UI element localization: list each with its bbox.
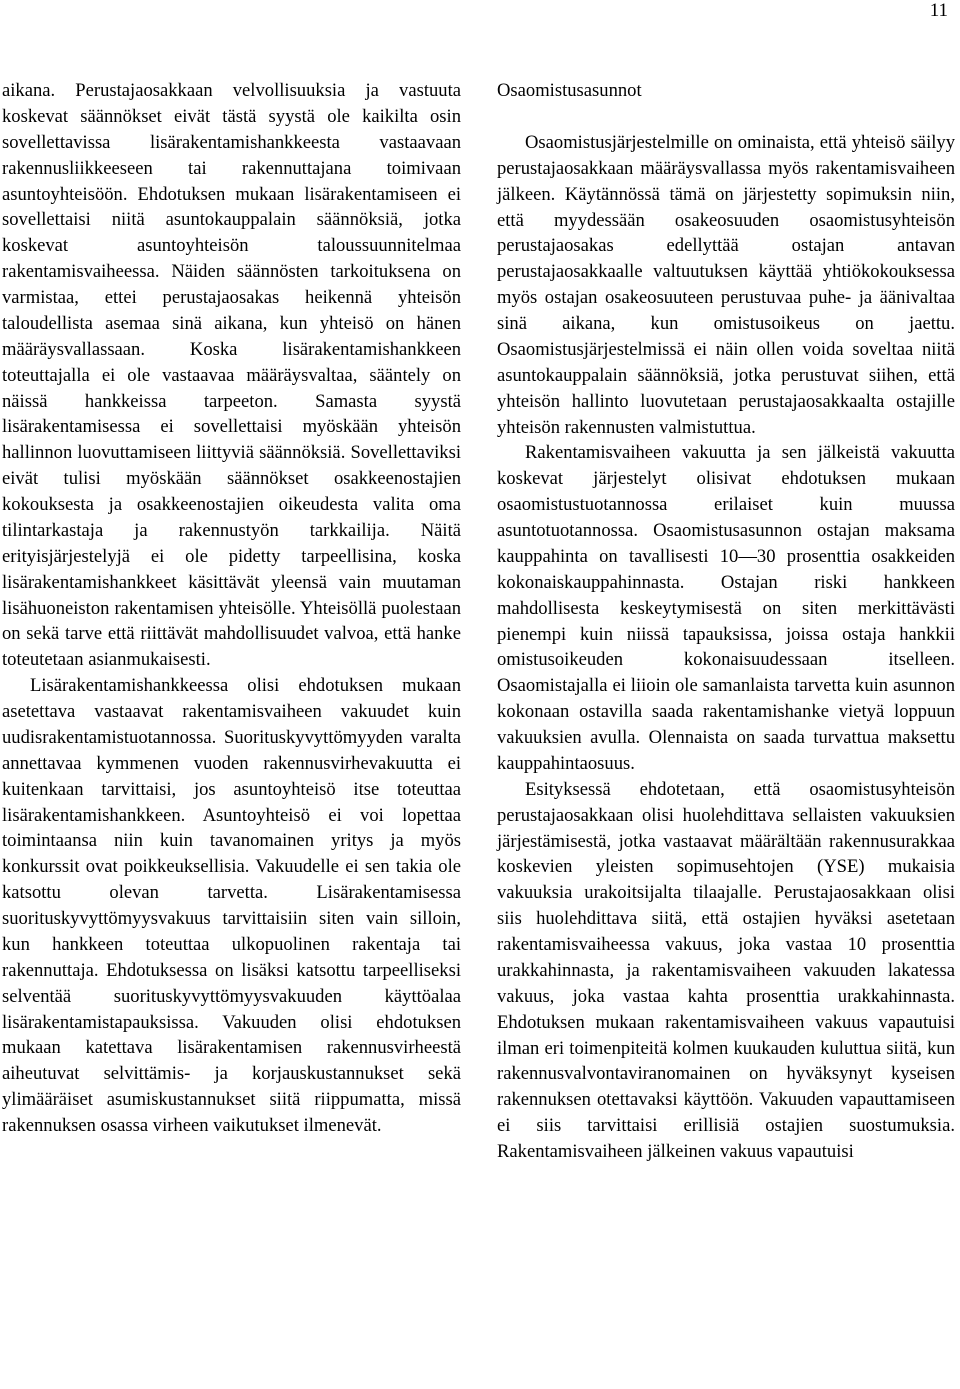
paragraph: Rakentamisvaiheen vakuutta ja sen jälkeistä vakuutta koskevat järjestelyt olisivat ehdotuksen mukaan osaomistustuotannossa erilaiset kuin muussa asuntotuotannossa. Osaomistusasunnon ostajan maksama kauppahinta on tavallisesti 10—30 prosenttia osakkeiden kokonaiskauppahinnasta. Ostajan riski hankkeen mahdollisesta keskeytymisestä on siten merkittävästi pienempi kuin niissä tapauksissa, joissa ostaja hankkii omistusoikeuden kokonaisuudessaan itselleen. Osaomistajalla ei liioin ole samanlaista tarvetta kuin asunnon kokonaan ostavilla saada rakentamishanke vietyä loppuun vakuuksien avulla. Olennaista on saada turvattua maksettu kauppahintaosuus. (497, 442, 955, 774)
paragraph: aikana. Perustajaosakkaan velvollisuuksia ja vastuuta koskevat säännökset eivät tästä syystä ole kaikilta osin sovellettavissa lisärakentamishankkeesta vastaavaan rakennusliikkeeseen tai rakennuttajana toimivaan asuntoyhteisöön. Ehdotuksen mukaan lisärakentamiseen ei sovellettaisi niitä asuntokauppalain säännöksiä, jotka koskevat asuntoyhteisön taloussuunnitelmaa rakentamisvaiheessa. Näiden säännösten tarkoituksena on varmistaa, ettei perustajaosakas heikennä yhteisön taloudellista asemaa sinä aikana, kun yhteisö on hänen määräysvallassaan. Koska lisärakentamishankkeen toteuttajalla ei ole vastaavaa määräysvaltaa, sääntely on näissä hankkeissa tarpeeton. Samasta syystä lisärakentamisessa ei sovellettaisi myöskään yhteisön hallinnon luovuttamiseen liittyviä säännöksiä. Sovellettaviksi eivät tulisi myöskään säännökset osakkeenostajien kokouksesta ja osakkeenostajien oikeudesta valita oma tilintarkastaja ja rakennustyön tarkkailija. Näitä erityisjärjestelyjä ei ole pidetty tarpeellisina, koska lisärakentamishankkeet käsittävät yleensä vain muutaman lisähuoneiston rakentamisen yhteisölle. Yhteisöllä puolestaan on sekä tarve että riittävät mahdollisuudet valvoa, että hanke toteutetaan asianmukaisesti. (2, 80, 461, 671)
right-column (497, 78, 955, 1165)
paragraph: Esityksessä ehdotetaan, että osaomistusyhteisön perustajaosakkaan olisi huolehdittava sellaisten vakuuksien järjestämisestä, jotka vastaavat määrältään rakennusurakkaa koskevien yleisten sopimusehtojen (YSE) mukaisia vakuuksia urakoitsijalta tilaajalle. Perustajaosakkaan olisi siis huolehdittava siitä, että ostajien hyväksi asetetaan rakentamisvaiheessa vakuus, joka vastaa 10 prosenttia urakkahinnasta, ja rakentamisvaiheen vakuuden lakatessa vakuus, joka vastaa kahta prosenttia urakkahinnasta. Ehdotuksen mukaan rakentamisvaiheen vakuus vapautuisi ilman eri toimenpiteitä kolmen kuukauden kuluttua siitä, kun rakennusvalvontaviranomainen on hyväksynyt kyseisen rakennuksen otettavaksi käyttöön. Vakuuden vapauttamiseen ei siis tarvittaisi erillisiä ostajien suostumuksia. Rakentamisvaiheen jälkeinen vakuus vapautuisi (497, 778, 955, 1162)
section-heading: Osaomistusasunnot (497, 80, 642, 101)
paragraph: Osaomistusjärjestelmille on ominaista, että yhteisö säilyy perustajaosakkaan määräysvallassa myös rakentamisvaiheen jälkeen. Käytännössä tämä on järjestetty sopimuksin niin, että myydessään osakeosuuden osaomistusyhteisön perustajaosakas edellyttää ostajan antavan perustajaosakkaalle valtuutuksen käyttää yhtiökokouksessa myös ostajan osakeosuuteen perustuvaa puhe- ja äänivaltaa sinä aikana, kun omistusoikeus on jaettu. Osaomistusjärjestelmissä ei näin ollen voida soveltaa niitä asuntokauppalain säännöksiä, jotka perustuvat siihen, että yhteisön hallinto luovutetaan perustajaosakkaalta ostajille yhteisön rakennusten valmistuttua. (497, 131, 955, 438)
left-column (2, 78, 461, 1139)
paragraph: Lisärakentamishankkeessa olisi ehdotuksen mukaan asetettava vastaavat rakentamisvaiheen vakuudet kuin uudisrakentamistuotannossa. Suorituskyvyttömyyden varalta annettavaa kymmenen vuoden rakennusvirhevakuutta ei kuitenkaan tarvittaisi, jos asuntoyhteisö itse toteuttaa lisärakentamishankkeen. Asuntoyhteisö ei voi lopettaa toimintaansa niin kuin tavanomainen yritys ja myös konkurssit ovat poikkeuksellisia. Vakuudelle ei sen takia ole katsottu olevan tarvetta. Lisärakentamisessa suorituskyvyttömyysvakuus tarvittaisiin siten vain silloin, kun hankkeen toteuttaa ulkopuolinen rakentaja tai rakennuttaja. Ehdotuksessa on lisäksi katsottu tarpeelliseksi selventää suorituskyvyttömyysvakuuden käyttöalaa lisärakentamistapauksissa. Vakuuden olisi ehdotuksen mukaan katettava lisärakentamisen rakennusvirheestä aiheutuvat selvittämis- ja korjauskustannukset sekä ylimääräiset asumiskustannukset siitä riippumatta, missä rakennuksen osassa virheen vaikutukset ilmenevät. (2, 675, 461, 1136)
page-number: 11 (929, 0, 948, 21)
